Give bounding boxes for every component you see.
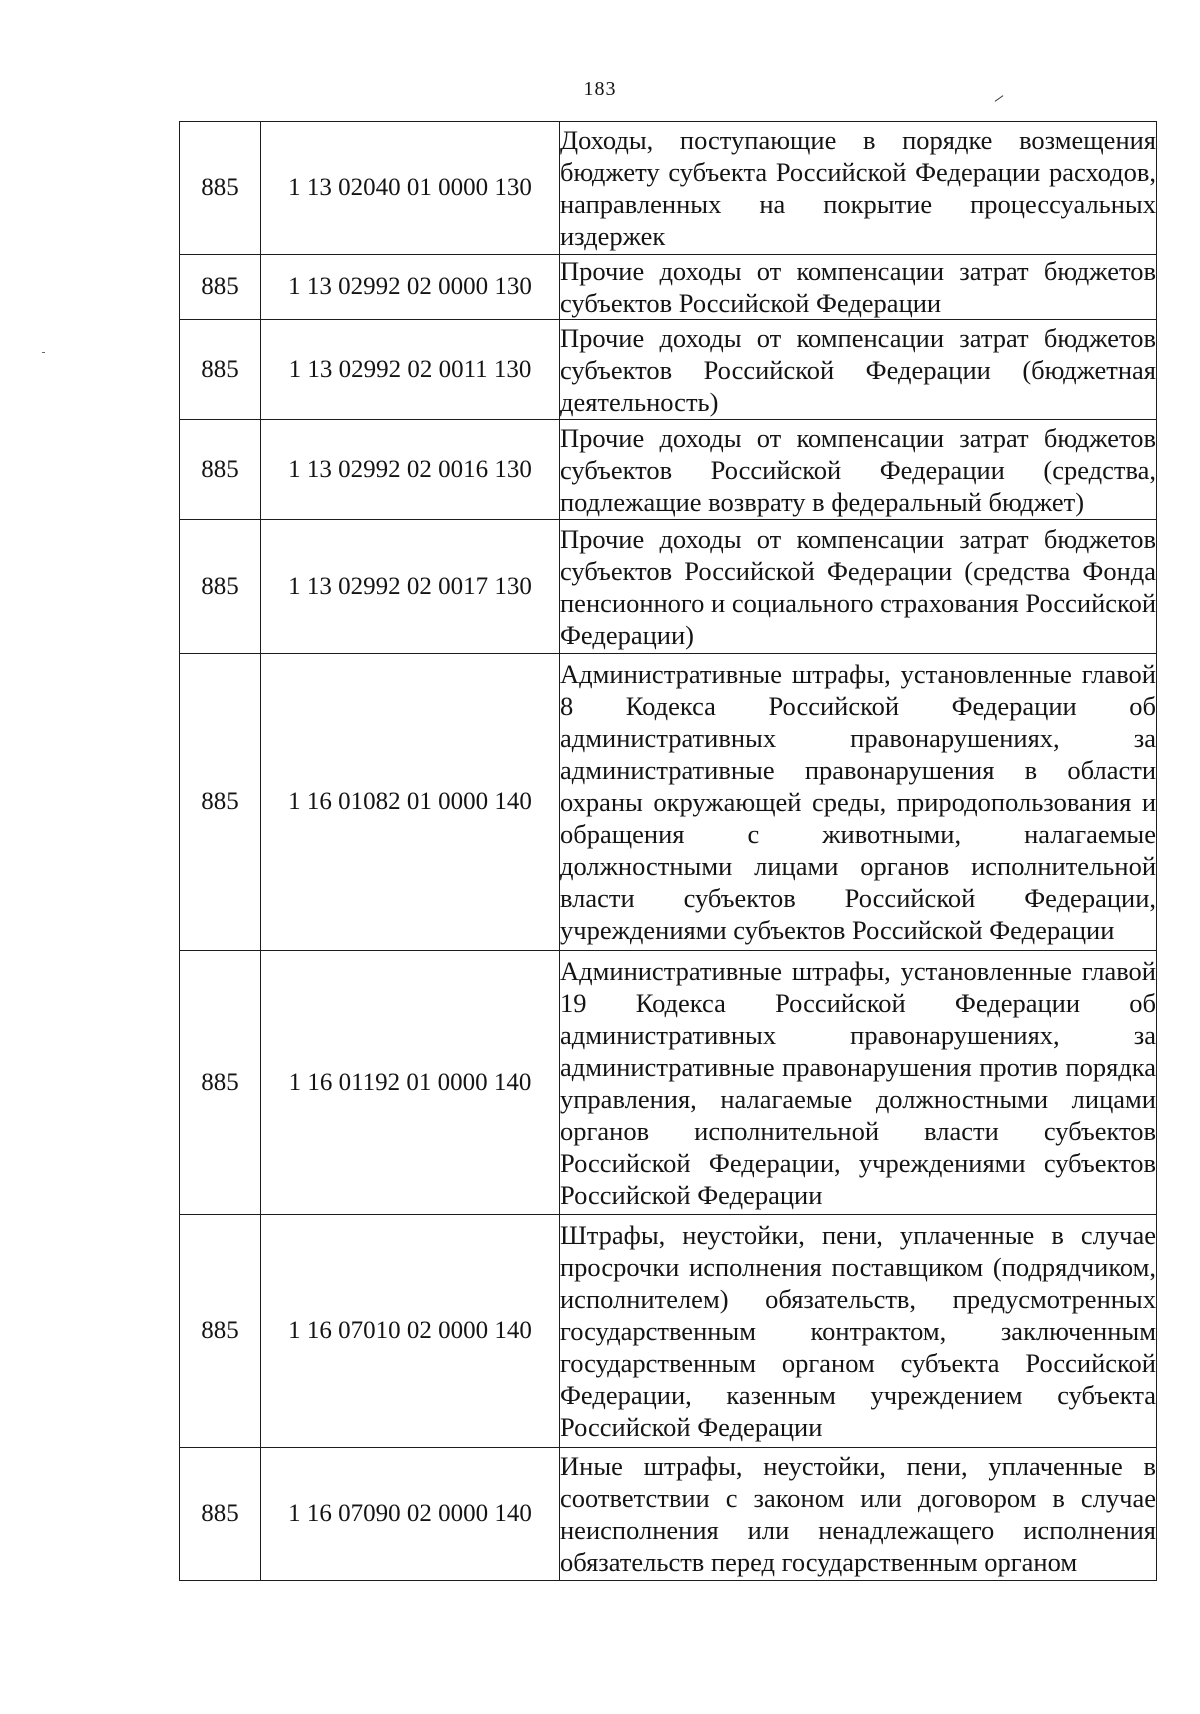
admin-code-cell: 885 (180, 255, 261, 320)
admin-code-cell: 885 (180, 420, 261, 520)
budget-code-cell: 1 13 02992 02 0011 130 (261, 320, 560, 420)
admin-code-cell: 885 (180, 320, 261, 420)
table-row (180, 1448, 1157, 1581)
table-row (180, 654, 1157, 951)
budget-code-cell: 1 16 01192 01 0000 140 (261, 951, 560, 1215)
description-cell: Прочие доходы от компенсации затрат бюджетов субъектов Российской Федерации (средства, подлежащие возврату в федеральный бюджет) (560, 420, 1157, 520)
admin-code-cell: 885 (180, 654, 261, 951)
description-cell: Доходы, поступающие в порядке возмещения бюджету субъекта Российской Федерации расходов, направленных на покрытие процессуальных издержек (560, 122, 1157, 255)
description-cell: Прочие доходы от компенсации затрат бюджетов субъектов Российской Федерации (средства Фонда пенсионного и социального страхования Российской Федерации) (560, 520, 1157, 654)
budget-code-cell: 1 16 07010 02 0000 140 (261, 1215, 560, 1448)
description-cell: Административные штрафы, установленные главой 19 Кодекса Российской Федерации об административных правонарушениях, за административные правонарушения против порядка управления, налагаемые должностными лицами органов исполнительной власти субъектов Российской Федерации, учреждениями субъектов Российской Федерации (560, 951, 1157, 1215)
table-row (180, 1215, 1157, 1448)
table-row (180, 520, 1157, 654)
scan-speck (42, 352, 45, 353)
table-row (180, 420, 1157, 520)
budget-code-cell: 1 13 02992 02 0017 130 (261, 520, 560, 654)
admin-code-cell: 885 (180, 122, 261, 255)
budget-code-cell: 1 13 02040 01 0000 130 (261, 122, 560, 255)
admin-code-cell: 885 (180, 1215, 261, 1448)
table-row (180, 122, 1157, 255)
budget-code-cell: 1 16 01082 01 0000 140 (261, 654, 560, 951)
budget-code-cell: 1 13 02992 02 0016 130 (261, 420, 560, 520)
description-cell: Иные штрафы, неустойки, пени, уплаченные в соответствии с законом или договором в случае неисполнения или ненадлежащего исполнения обязательств перед государственным органом (560, 1448, 1157, 1581)
description-cell: Прочие доходы от компенсации затрат бюджетов субъектов Российской Федерации (560, 256, 1156, 318)
budget-code-cell: 1 16 07090 02 0000 140 (261, 1448, 560, 1581)
admin-code-cell: 885 (180, 1448, 261, 1581)
page-number: 183 (583, 78, 617, 100)
admin-code-cell: 885 (180, 520, 261, 654)
admin-code-cell: 885 (180, 951, 261, 1215)
description-cell: Штрафы, неустойки, пени, уплаченные в случае просрочки исполнения поставщиком (подрядчиком, исполнителем) обязательств, предусмотренных государственным контрактом, заключенным государственным органом субъекта Российской Федерации, казенным учреждением субъекта Российской Федерации (560, 1215, 1157, 1448)
budget-code-cell: 1 13 02992 02 0000 130 (261, 255, 560, 320)
table-body (180, 122, 1157, 1581)
description-cell: Административные штрафы, установленные главой 8 Кодекса Российской Федерации об административных правонарушениях, за административные правонарушения в области охраны окружающей среды, природопользования и обращения с животными, налагаемые должностными лицами органов исполнительной власти субъектов Российской Федерации, учреждениями субъектов Российской Федерации (560, 654, 1157, 951)
table-row (180, 320, 1157, 420)
description-cell: Прочие доходы от компенсации затрат бюджетов субъектов Российской Федерации (бюджетная деятельность) (560, 320, 1157, 420)
revenue-codes-table (179, 121, 1157, 1581)
table-row (180, 951, 1157, 1215)
table-row (180, 255, 1157, 320)
